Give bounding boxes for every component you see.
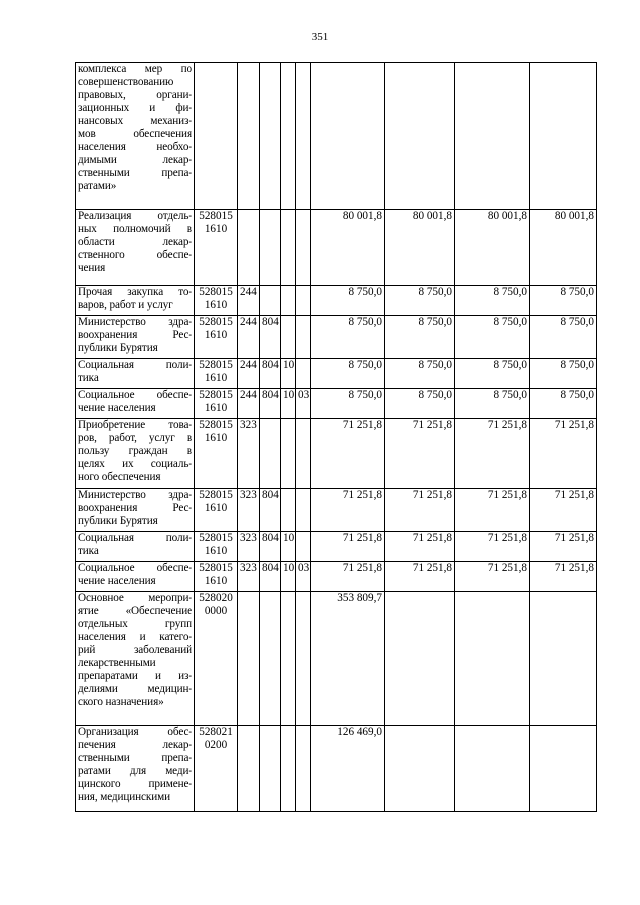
row-name-line: ратами»: [78, 180, 117, 192]
amount-cell-2: [385, 726, 455, 812]
amount-cell-4: 71 251,8: [530, 419, 597, 489]
row-name: [76, 726, 195, 812]
row-name: [76, 562, 195, 592]
row-name-line: ятие «Обеспечение: [78, 605, 192, 617]
budget-table: [75, 62, 597, 812]
row-name-line: чения: [78, 262, 106, 274]
section-code: 10: [281, 359, 296, 389]
expense-type-code: [238, 726, 260, 812]
row-name-line: Министерство здра-: [78, 489, 192, 501]
row-name-line: лекарственными: [78, 657, 156, 669]
subsection-code: [296, 286, 311, 316]
row-name-line: Прочая закупка то-: [78, 286, 192, 298]
amount-cell-3: 71 251,8: [455, 489, 530, 532]
amount-cell-3: 71 251,8: [455, 419, 530, 489]
row-name: [76, 389, 195, 419]
target-article-code-part: 1610: [204, 329, 228, 341]
expense-type-code: 244: [238, 389, 260, 419]
row-name-line: Министерство здра-: [78, 316, 192, 328]
row-name-line: ственного обеспе-: [78, 249, 192, 261]
ministry-code: 804: [260, 389, 281, 419]
row-name-line: ственными препа-: [78, 752, 192, 764]
amount-cell-1: 71 251,8: [311, 489, 385, 532]
expense-type-code: 323: [238, 419, 260, 489]
subsection-code: [296, 726, 311, 812]
section-code: [281, 316, 296, 359]
row-name: [76, 532, 195, 562]
section-code: 10: [281, 562, 296, 592]
ministry-code: 804: [260, 316, 281, 359]
amount-cell-4: 80 001,8: [530, 210, 597, 286]
ministry-code: [260, 592, 281, 726]
target-article-code-part: 1610: [204, 502, 228, 514]
amount-cell-3: 8 750,0: [455, 286, 530, 316]
row-name-line: Организация обес-: [78, 726, 192, 738]
subsection-code: [296, 210, 311, 286]
row-name-line: тика: [78, 372, 99, 384]
section-code: [281, 592, 296, 726]
subsection-code: [296, 316, 311, 359]
target-article-code-part: 1610: [204, 545, 228, 557]
row-name-line: публики Бурятия: [78, 515, 158, 527]
amount-cell-2: 71 251,8: [385, 562, 455, 592]
table-row: [76, 210, 597, 286]
target-article-code-part: 528015: [199, 489, 233, 501]
amount-cell-1: 80 001,8: [311, 210, 385, 286]
amount-cell-2: 71 251,8: [385, 419, 455, 489]
amount-cell-1: 353 809,7: [311, 592, 385, 726]
amount-cell-3: 71 251,8: [455, 562, 530, 592]
target-article-code-part: 1610: [204, 432, 228, 444]
expense-type-code: [238, 210, 260, 286]
target-article-code: [195, 562, 238, 592]
amount-cell-1: [311, 63, 385, 210]
row-name-line: публики Бурятия: [78, 342, 158, 354]
expense-type-code: 244: [238, 359, 260, 389]
row-name-line: Социальная поли-: [78, 359, 192, 371]
row-name: [76, 286, 195, 316]
row-name-line: печения лекар-: [78, 739, 192, 751]
expense-type-code: [238, 63, 260, 210]
expense-type-code: 244: [238, 316, 260, 359]
subsection-code: [296, 532, 311, 562]
amount-cell-4: [530, 592, 597, 726]
target-article-code-part: 1610: [204, 223, 228, 235]
row-name-line: рий заболеваний: [78, 644, 192, 656]
target-article-code: [195, 359, 238, 389]
target-article-code: [195, 316, 238, 359]
expense-type-code: 323: [238, 489, 260, 532]
ministry-code: 804: [260, 359, 281, 389]
row-name-line: Социальная поли-: [78, 532, 192, 544]
ministry-code: [260, 726, 281, 812]
row-name-line: совершенствованию: [78, 76, 174, 88]
ministry-code: 804: [260, 532, 281, 562]
ministry-code: 804: [260, 489, 281, 532]
amount-cell-1: 8 750,0: [311, 359, 385, 389]
row-name: [76, 419, 195, 489]
ministry-code: [260, 419, 281, 489]
amount-cell-2: [385, 592, 455, 726]
target-article-code-part: 1610: [204, 402, 228, 414]
target-article-code: [195, 532, 238, 562]
row-name-line: ния, медицинскими: [78, 791, 171, 803]
amount-cell-3: [455, 726, 530, 812]
row-name-line: ных полномочий в: [78, 223, 192, 235]
table-row: [76, 286, 597, 316]
table-row: [76, 419, 597, 489]
target-article-code-part: 528021: [199, 726, 233, 738]
target-article-code-part: 528015: [199, 419, 233, 431]
ministry-code: 804: [260, 562, 281, 592]
amount-cell-3: 71 251,8: [455, 532, 530, 562]
target-article-code: [195, 726, 238, 812]
row-name-line: нансовых механиз-: [78, 115, 192, 127]
table-row: [76, 532, 597, 562]
table-row: [76, 592, 597, 726]
amount-cell-2: 8 750,0: [385, 359, 455, 389]
row-name-line: отдельных групп: [78, 618, 192, 630]
target-article-code-part: 1610: [204, 299, 228, 311]
amount-cell-1: 71 251,8: [311, 562, 385, 592]
amount-cell-2: [385, 63, 455, 210]
row-name-line: тика: [78, 545, 99, 557]
amount-cell-4: 71 251,8: [530, 532, 597, 562]
target-article-code-part: 528015: [199, 210, 233, 222]
subsection-code: 03: [296, 389, 311, 419]
row-name-line: ров, работ, услуг в: [78, 432, 192, 444]
target-article-code: [195, 489, 238, 532]
subsection-code: [296, 419, 311, 489]
table-row: [76, 316, 597, 359]
amount-cell-4: 8 750,0: [530, 286, 597, 316]
subsection-code: [296, 63, 311, 210]
row-name-line: ственными препа-: [78, 167, 192, 179]
row-name-line: ского назначения»: [78, 696, 164, 708]
row-name-line: варов, работ и услуг: [78, 299, 173, 311]
target-article-code-part: 528015: [199, 286, 233, 298]
section-code: [281, 419, 296, 489]
row-name-line: чение населения: [78, 402, 156, 414]
amount-cell-3: 80 001,8: [455, 210, 530, 286]
row-name-line: препаратами и из-: [78, 670, 192, 682]
row-name-line: димыми лекар-: [78, 154, 192, 166]
section-code: [281, 726, 296, 812]
target-article-code: [195, 389, 238, 419]
amount-cell-3: 8 750,0: [455, 389, 530, 419]
amount-cell-1: 71 251,8: [311, 419, 385, 489]
target-article-code: [195, 63, 238, 210]
row-name-line: делиями медицин-: [78, 683, 192, 695]
target-article-code: [195, 286, 238, 316]
amount-cell-2: 71 251,8: [385, 489, 455, 532]
target-article-code-part: 528015: [199, 389, 233, 401]
row-name-line: мов обеспечения: [78, 128, 192, 140]
row-name-line: комплекса мер по: [78, 63, 192, 75]
target-article-code-part: 528015: [199, 532, 233, 544]
subsection-code: 03: [296, 562, 311, 592]
row-name-line: Приобретение това-: [78, 419, 192, 431]
row-name-line: Основное меропри-: [78, 592, 192, 604]
table-row: [76, 489, 597, 532]
row-name-line: чение населения: [78, 575, 156, 587]
subsection-code: [296, 359, 311, 389]
amount-cell-1: 8 750,0: [311, 286, 385, 316]
row-name-line: населения и катего-: [78, 631, 192, 643]
table-row: [76, 726, 597, 812]
target-article-code-part: 528015: [199, 316, 233, 328]
row-name-line: цинского примене-: [78, 778, 192, 790]
target-article-code-part: 528015: [199, 359, 233, 371]
page-number: 351: [311, 31, 329, 43]
section-code: [281, 489, 296, 532]
ministry-code: [260, 210, 281, 286]
row-name-line: Реализация отдель-: [78, 210, 192, 222]
amount-cell-2: 8 750,0: [385, 389, 455, 419]
row-name-line: воохранения Рес-: [78, 329, 192, 341]
amount-cell-4: [530, 726, 597, 812]
ministry-code: [260, 63, 281, 210]
amount-cell-4: 71 251,8: [530, 489, 597, 532]
target-article-code: [195, 210, 238, 286]
amount-cell-2: 71 251,8: [385, 532, 455, 562]
amount-cell-4: 8 750,0: [530, 359, 597, 389]
row-name-line: ратами для меди-: [78, 765, 192, 777]
row-name-line: пользу граждан в: [78, 445, 192, 457]
section-code: [281, 63, 296, 210]
row-name-line: ного обеспечения: [78, 471, 161, 483]
expense-type-code: [238, 592, 260, 726]
table-row: [76, 359, 597, 389]
expense-type-code: 244: [238, 286, 260, 316]
row-name: [76, 63, 195, 210]
subsection-code: [296, 592, 311, 726]
amount-cell-4: 71 251,8: [530, 562, 597, 592]
amount-cell-4: 8 750,0: [530, 389, 597, 419]
amount-cell-3: 8 750,0: [455, 316, 530, 359]
target-article-code-part: 1610: [204, 372, 228, 384]
row-name-line: Социальное обеспе-: [78, 389, 192, 401]
expense-type-code: 323: [238, 562, 260, 592]
target-article-code-part: 1610: [204, 575, 228, 587]
row-name: [76, 489, 195, 532]
ministry-code: [260, 286, 281, 316]
row-name-line: воохранения Рес-: [78, 502, 192, 514]
table-row: [76, 63, 597, 210]
amount-cell-1: 8 750,0: [311, 316, 385, 359]
row-name-line: правовых, органи-: [78, 89, 192, 101]
target-article-code-part: 528020: [199, 592, 233, 604]
row-name-line: зационных и фи-: [78, 102, 192, 114]
amount-cell-4: 8 750,0: [530, 316, 597, 359]
amount-cell-2: 8 750,0: [385, 316, 455, 359]
target-article-code-part: 0000: [204, 605, 228, 617]
amount-cell-1: 126 469,0: [311, 726, 385, 812]
row-name-line: целях их социаль-: [78, 458, 192, 470]
amount-cell-2: 8 750,0: [385, 286, 455, 316]
amount-cell-3: [455, 592, 530, 726]
row-name: [76, 316, 195, 359]
row-name: [76, 210, 195, 286]
section-code: [281, 210, 296, 286]
section-code: [281, 286, 296, 316]
target-article-code: [195, 419, 238, 489]
table-row: [76, 562, 597, 592]
amount-cell-4: [530, 63, 597, 210]
section-code: 10: [281, 389, 296, 419]
row-name-line: Социальное обеспе-: [78, 562, 192, 574]
amount-cell-3: 8 750,0: [455, 359, 530, 389]
row-name: [76, 592, 195, 726]
target-article-code-part: 528015: [199, 562, 233, 574]
amount-cell-3: [455, 63, 530, 210]
target-article-code-part: 0200: [204, 739, 228, 751]
row-name: [76, 359, 195, 389]
row-name-line: населения необхо-: [78, 141, 192, 153]
amount-cell-1: 8 750,0: [311, 389, 385, 419]
amount-cell-1: 71 251,8: [311, 532, 385, 562]
table-row: [76, 389, 597, 419]
subsection-code: [296, 489, 311, 532]
section-code: 10: [281, 532, 296, 562]
row-name-line: области лекар-: [78, 236, 192, 248]
expense-type-code: 323: [238, 532, 260, 562]
target-article-code: [195, 592, 238, 726]
amount-cell-2: 80 001,8: [385, 210, 455, 286]
